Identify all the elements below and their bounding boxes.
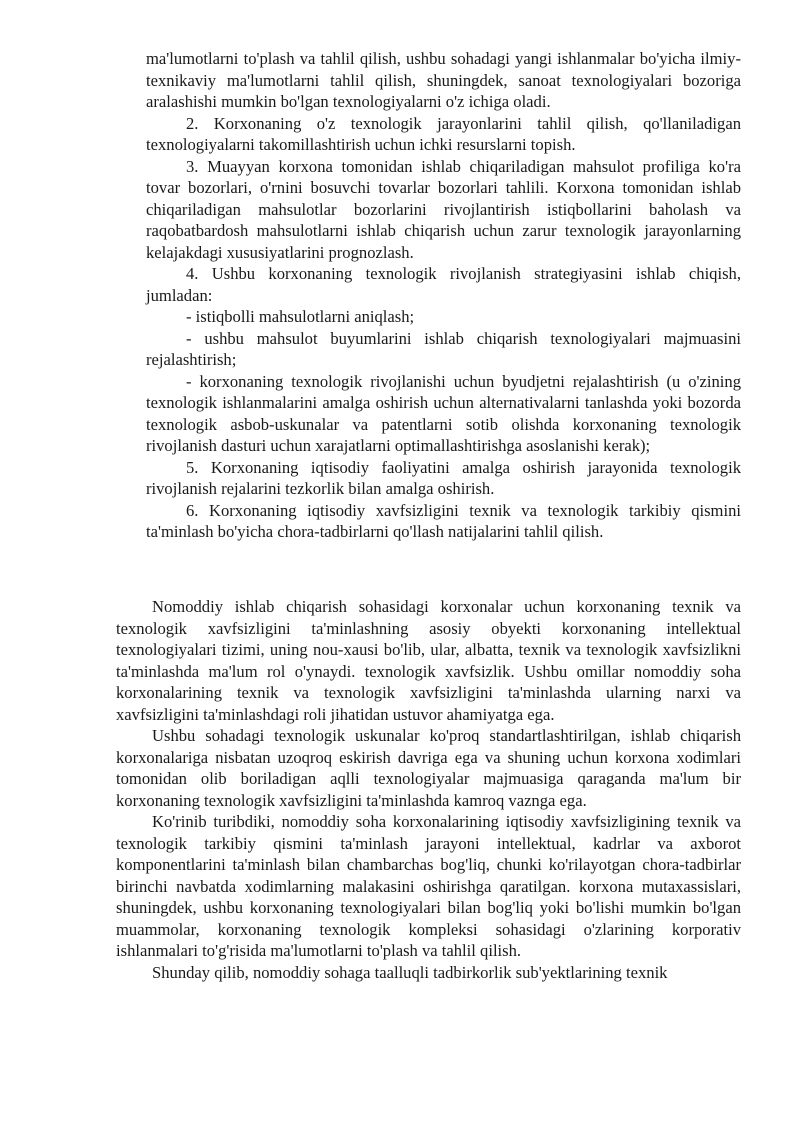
body-text-block bbox=[116, 596, 741, 983]
sub-item-2: - ushbu mahsulot buyumlarini ishlab chiqarish texnologiyalari majmuasini rejalashtirish; bbox=[146, 328, 741, 369]
list-item-3: 3. Muayyan korxona tomonidan ishlab chiqariladigan mahsulot profiliga ko'ra tovar bozorlari, o'rnini bosuvchi tovarlar bozorlari tahlili. Korxona tomonidan ishlab chiqariladigan mahsulotlar bozorlarini rivojlantirish istiqbollarini baholash va raqobatbardosh mahsulotlarni ishlab chiqarish uchun zarur texnologik jarayonlarning kelajakdagi xususiyatlarini prognozlash. bbox=[146, 156, 741, 262]
list-item-5: 5. Korxonaning iqtisodiy faoliyatini amalga oshirish jarayonida texnologik rivojlanish rejalarini tezkorlik bilan amalga oshirish. bbox=[146, 457, 741, 498]
body-paragraph-1: Nomoddiy ishlab chiqarish sohasidagi korxonalar uchun korxonaning texnik va texnologik xavfsizligini ta'minlashning asosiy obyekti korxonaning intellektual texnologiyalari tizimi, uning nou-xausi bo'lib, ular, albatta, texnik va texnologik xavfsizlikni ta'minlashda ma'lum rol o'ynaydi. texnologik xavfsizlik. Ushbu omillar nomoddiy soha korxonalarining texnik va texnologik xavfsizligini ta'minlashda ularning narxi va xavfsizligini ta'minlashdagi roli jihatidan ustuvor ahamiyatga ega. bbox=[116, 597, 741, 724]
paragraph-continuation: ma'lumotlarni to'plash va tahlil qilish, ushbu sohadagi yangi ishlanmalar bo'yicha ilmiy-texnikaviy ma'lumotlarni tahlil qilish, shuningdek, sanoat texnologiyalari bozoriga aralashishi mumkin bo'lgan texnologiyalarni o'z ichiga oladi. bbox=[146, 49, 741, 111]
list-item-6: 6. Korxonaning iqtisodiy xavfsizligini texnik va texnologik tarkibiy qismini ta'minlash bo'yicha chora-tadbirlarni qo'llash natijalarini tahlil qilish. bbox=[146, 500, 741, 541]
list-item-2: 2. Korxonaning o'z texnologik jarayonlarini tahlil qilish, qo'llaniladigan texnologiyalarni takomillashtirish uchun ichki resurslarni topish. bbox=[146, 113, 741, 154]
body-paragraph-2: Ushbu sohadagi texnologik uskunalar ko'proq standartlashtirilgan, ishlab chiqarish korxonalariga nisbatan uzoqroq eskirish davriga ega va shuning uchun korxona xodimlari tomonidan olib boriladigan aqlli texnologiyalar majmuasiga qaraganda ma'lum bir korxonaning texnologik xavfsizligini ta'minlashda kamroq vaznga ega. bbox=[116, 726, 741, 810]
sub-item-1: - istiqbolli mahsulotlarni aniqlash; bbox=[186, 307, 415, 326]
body-paragraph-4: Shunday qilib, nomoddiy sohaga taalluqli tadbirkorlik sub'yektlarining texnik bbox=[152, 962, 668, 982]
list-item-4: 4. Ushbu korxonaning texnologik rivojlanish strategiyasini ishlab chiqish, jumladan: bbox=[146, 264, 741, 305]
indented-list-block bbox=[146, 48, 741, 543]
body-paragraph-3: Ko'rinib turibdiki, nomoddiy soha korxonalarining iqtisodiy xavfsizligining texnik va texnologik tarkibiy qismini ta'minlash jarayoni intellektual, kadrlar va axborot komponentlarini ta'minlash bilan chambarchas bog'liq, chunki ko'rilayotgan chora-tadbirlar birinchi navbatda xodimlarning malakasini oshirishga qaratilgan. korxona mutaxassislari, shuningdek, ushbu korxonaning texnologiyalari bilan bog'liq yoki bo'lishi mumkin bo'lgan muammolar, korxonaning texnologik kompleksi sohasidagi o'zlarining korporativ ishlanmalari to'g'risida ma'lumotlarni to'plash va tahlil qilish. bbox=[116, 812, 741, 960]
sub-item-3: - korxonaning texnologik rivojlanishi uchun byudjetni rejalashtirish (u o'zining texnologik ishlanmalarini amalga oshirish uchun alternativalarni tanlashda yoki bozorda texnologik asbob-uskunalar va patentlarni sotib olishda korxonaning texnologik rivojlanish dasturi uchun xarajatlarni optimallashtirishga asoslanishi kerak); bbox=[146, 371, 741, 455]
